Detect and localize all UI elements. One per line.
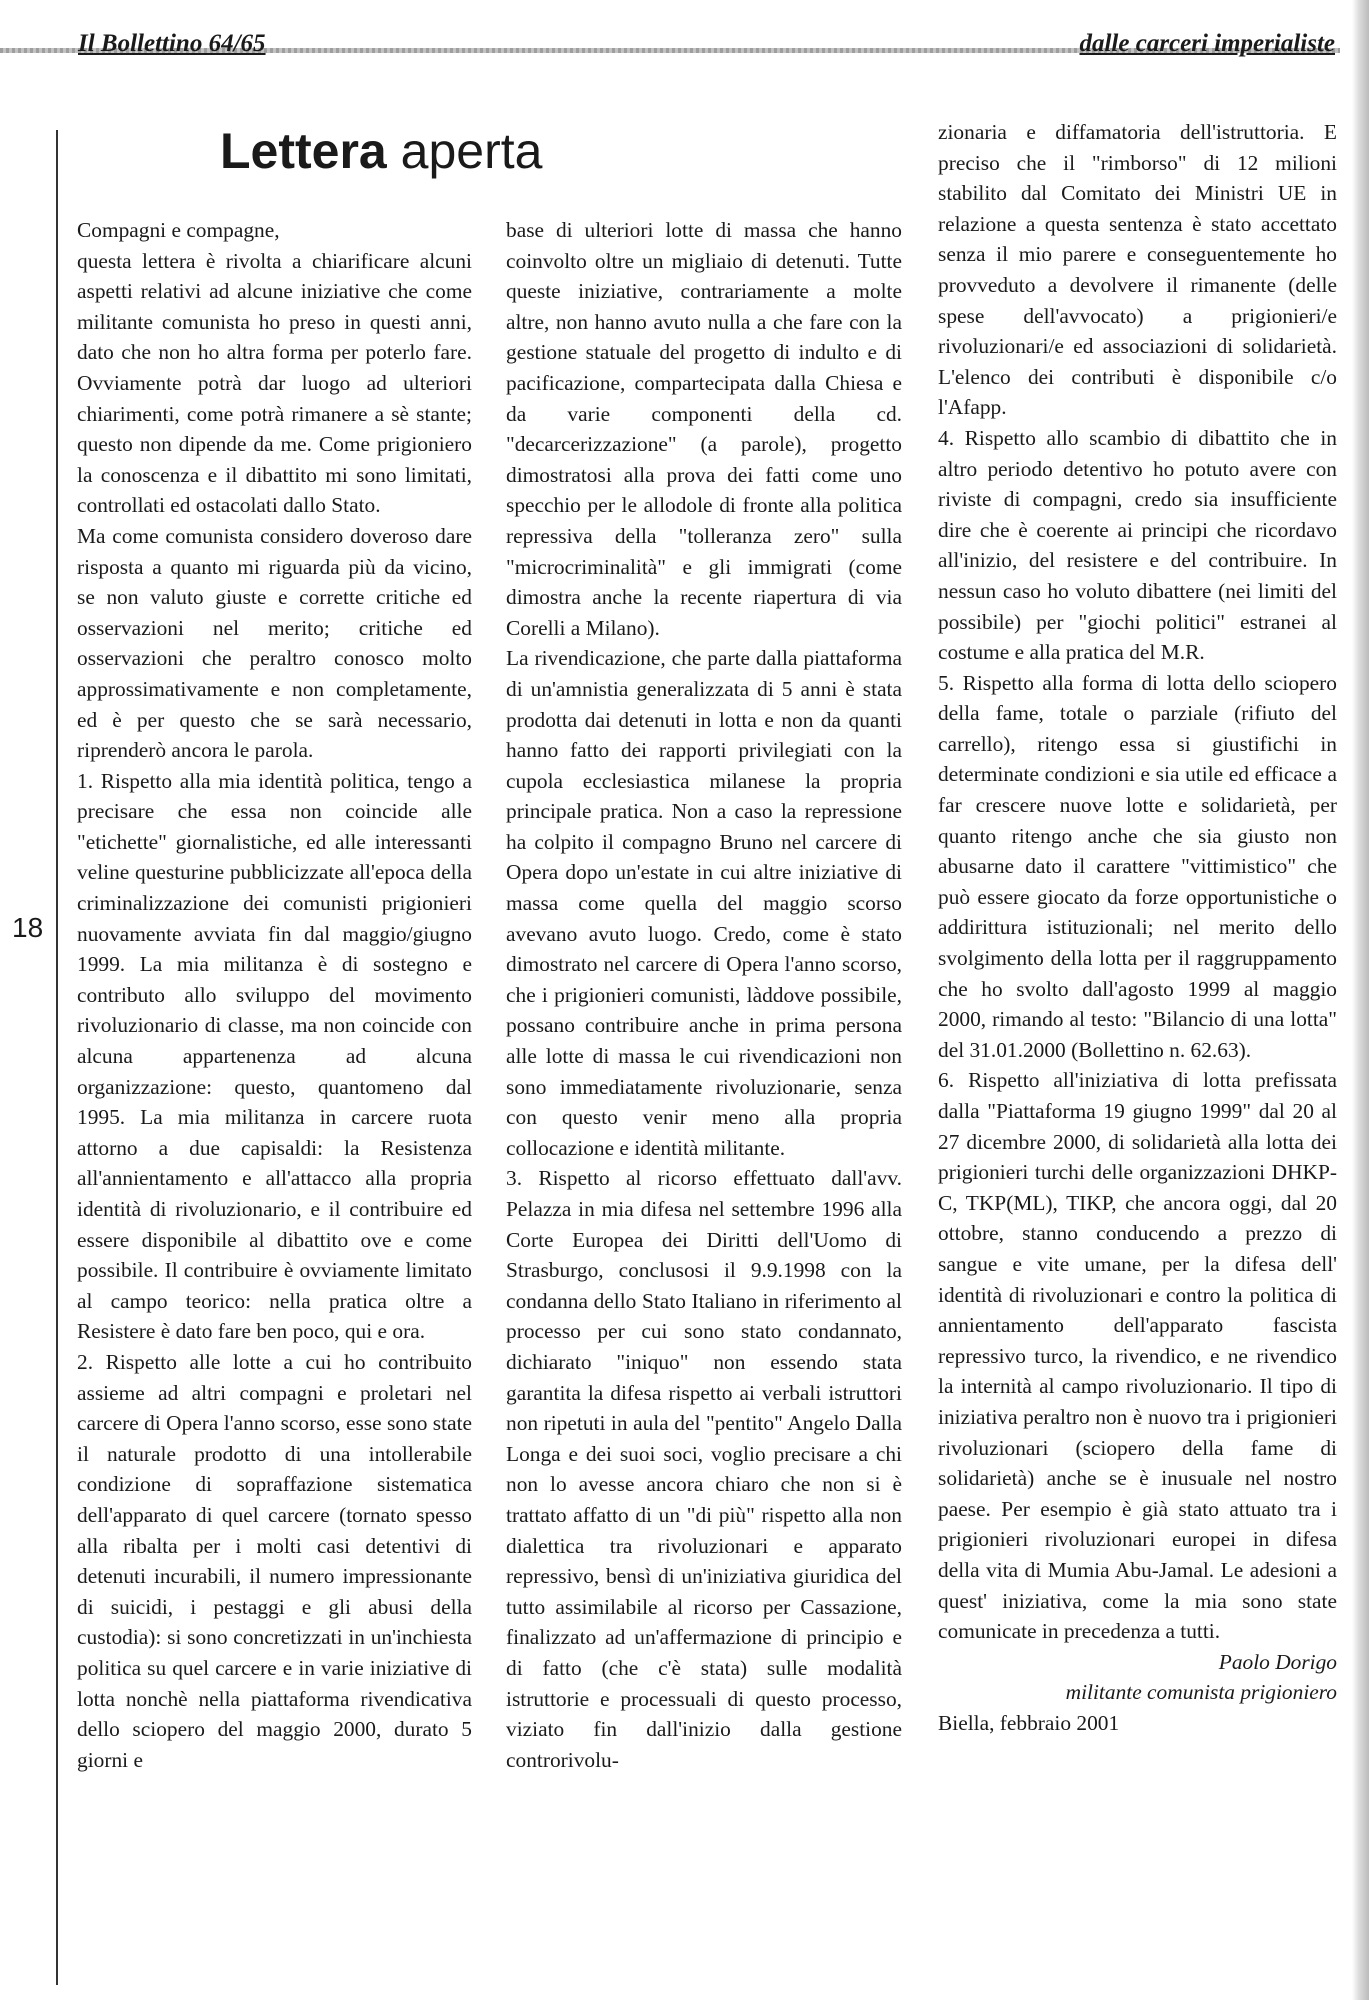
paragraph-point-5: 5. Rispetto alla forma di lotta dello sciopero della fame, totale o parziale (rifiuto del carrello), ritengo essa si giustifichi in determinate condizioni e sia utile ed efficace a far crescere nuove lotte e solidarietà, per quanto ritengo anche che sia giusto non abusarne dato il carattere "vittimistico" che può essere giocato da forze opportunistiche o addirittura istituzionali; nel merito dello svolgimento della lotta per il raggruppamento che ho svolto dall'agosto 1999 al maggio 2000, rimando al testo: "Bilancio di una lotta" del 31.01.2000 (Bollettino n. 62.63). <box>938 670 1337 1062</box>
paragraph: questa lettera è rivolta a chiarificare alcuni aspetti relativi ad alcune iniziative che come militante comunista ho preso in questi anni, dato che non ho altra forma per poterlo fare. Ovviamente potrà dar luogo ad ulteriori chiarimenti, come potrà rimanere a sè stante; questo non dipende da me. Come prigioniero la conoscenza e il dibattito mi sono limitati, controllati ed ostacolati dallo Stato. <box>77 248 472 518</box>
header-section-title: dalle carceri imperialiste <box>1079 30 1335 57</box>
header-journal-title: Il Bollettino 64/65 <box>78 30 266 57</box>
signature-place-date: Biella, febbraio 2001 <box>938 1710 1120 1735</box>
paragraph: base di ulteriori lotte di massa che hanno coinvolto oltre un migliaio di detenuti. Tutte queste iniziative, contrariamente a molte altre, non hanno avuto nulla a che fare con la gestione statuale del progetto di indulto e di pacificazione, compartecipata dalla Chiesa e da varie componenti della cd. "decarcerizzazione" (a parole), progetto dimostratosi alla prova dei fatti come uno specchio per le allodole di fronte alla politica repressiva della "tolleranza zero" sulla "microcriminalità" e gli immigrati (come dimostra anche la recente riapertura di via Corelli a Milano). <box>506 218 902 640</box>
salutation: Compagni e compagne, <box>77 218 280 242</box>
paragraph-point-1: 1. Rispetto alla mia identità politica, tengo a precisare che essa non coincide alle "etichette" giornalistiche, ed alle interessanti veline questurine pubblicizzate all'epoca della criminalizzazione dei comunisti prigionieri nuovamente avviata fin dal maggio/giugno 1999. La mia militanza è di sostegno e contributo allo sviluppo del movimento rivoluzionario di classe, ma non coincide con alcuna appartenenza ad alcuna organizzazione: questo, quantomeno dal 1995. La mia militanza in carcere ruota attorno a due capisaldi: la Resistenza all'annientamento e all'attacco alla propria identità di rivoluzionario, e il contribuire ed essere disponibile al dibattito ove e come possibile. Il contribuire è ovviamente limitato al campo teorico: nella pratica oltre a Resistere è dato fare ben poco, qui e ora. <box>77 768 472 1344</box>
paragraph: Ma come comunista considero doveroso dare risposta a quanto mi riguarda più da vicino, se non valuto giuste e corrette critiche ed osservazioni nel merito; critiche ed osservazioni che peraltro conosco molto approssimativamente e non completamente, ed è per questo che se sarà necessario, riprenderò ancora le parola. <box>77 523 472 763</box>
page-edge-shadow <box>1352 0 1369 2000</box>
paragraph: zionaria e diffamatoria dell'istruttoria. E preciso che il "rimborso" di 12 milioni stabilito dal Comitato dei Ministri UE in relazione a questa sentenza è stato accettato senza il mio parere e conseguentemente ho provveduto a devolvere il rimanente (delle spese dell'avvocato) a prigionieri/e rivoluzionari/e ed associazioni di solidarietà. L'elenco dei contributi è disponibile c/o l'Afapp. <box>938 120 1337 420</box>
margin-rule <box>56 130 58 1985</box>
title-light: aperta <box>400 123 543 179</box>
signature-role: militante comunista prigioniero <box>1065 1680 1337 1705</box>
article-title <box>220 122 542 180</box>
text-column-3 <box>938 117 1337 1738</box>
paragraph-point-6: 6. Rispetto all'iniziativa di lotta prefissata dalla "Piattaforma 19 giugno 1999" dal 20 al 27 dicembre 2000, di solidarietà alla lotta dei prigionieri turchi delle organizzazioni DHKP-C, TKP(ML), TIKP, che ancora oggi, dal 20 ottobre, stanno conducendo a prezzo di sangue e vite umane, per la difesa dell' identità di rivoluzionari e contro la politica di annientamento dell'apparato fascista repressivo turco, la rivendico, e ne rivendico la internità al campo rivoluzionario. Il tipo di iniziativa peraltro non è nuovo tra i prigionieri rivoluzionari (sciopero della fame di solidarietà) anche se è inusuale nel nostro paese. Per esempio è già stato attuato tra i prigionieri rivoluzionari europei in difesa della vita di Mumia Abu-Jamal. Le adesioni a quest' iniziativa, come la mia sono state comunicate in precedenza a tutti. <box>938 1068 1337 1644</box>
paragraph-point-4: 4. Rispetto allo scambio di dibattito che in altro periodo detentivo ho potuto avere con riviste di compagni, credo sia insufficiente dire che è coerente ai principi che ricordavo all'inizio, del resistere e del contribuire. In nessun caso ho voluto dibattere (nei limiti del possibile) per "giochi politici" estranei al costume e alla pratica del M.R. <box>938 425 1337 665</box>
paragraph: La rivendicazione, che parte dalla piattaforma di un'amnistia generalizzata di 5 anni è stata prodotta dai detenuti in lotta e non da quanti hanno fatto dei rapporti privilegiati con la cupola ecclesiastica milanese la propria principale pratica. Non a caso la repressione ha colpito il compagno Bruno nel carcere di Opera dopo un'estate in cui altre iniziative di massa come quella del maggio scorso avevano avuto luogo. Credo, come è stato dimostrato nel carcere di Opera l'anno scorso, che i prigionieri comunisti, làddove possibile, possano contribuire anche in prima persona alle lotte di massa le cui rivendicazioni non sono immediatamente rivoluzionarie, senza con questo venir meno alla propria collocazione e identità militante. <box>506 646 902 1160</box>
page-number: 18 <box>12 912 44 943</box>
text-column-1 <box>77 215 472 1775</box>
signature-name: Paolo Dorigo <box>1218 1649 1337 1674</box>
paragraph-point-3: 3. Rispetto al ricorso effettuato dall'avv. Pelazza in mia difesa nel settembre 1996 alla Corte Europea dei Diritti dell'Uomo di Strasburgo, conclusosi il 9.9.1998 con la condanna dello Stato Italiano in riferimento al processo per cui sono stato condannato, dichiarato "iniquo" non essendo stata garantita la difesa rispetto ai verbali istruttori non ripetuti in aula del "pentito" Angelo Dalla Longa e dei suoi soci, voglio precisare a chi non lo avesse ancora chiaro che non si è trattato affatto di un "di più" rispetto alla non dialettica tra rivoluzionari e apparato repressivo, bensì di un'iniziativa giuridica del tutto assimilabile al ricorso per Cassazione, finalizzato ad un'affermazione di principio e di fatto (che c'è stata) sulle modalità istruttorie e processuali di questo processo, viziato fin dall'inizio dalla gestione controrivolu- <box>506 1166 902 1772</box>
title-bold: Lettera <box>220 123 387 179</box>
paragraph-point-2: 2. Rispetto alle lotte a cui ho contribuito assieme ad altri compagni e proletari nel carcere di Opera l'anno scorso, esse sono state il naturale prodotto di una intollerabile condizione di sopraffazione sistematica dell'apparato di quel carcere (tornato spesso alla ribalta per i molti casi detentivi di detenuti incurabili, il numero impressionante di suicidi, i pestaggi e gli abusi della custodia): si sono concretizzati in un'inchiesta politica su quel carcere e in varie iniziative di lotta nonchè nella piattaforma rivendicativa dello sciopero del maggio 2000, durato 5 giorni e <box>77 1349 472 1772</box>
text-column-2 <box>506 215 902 1775</box>
